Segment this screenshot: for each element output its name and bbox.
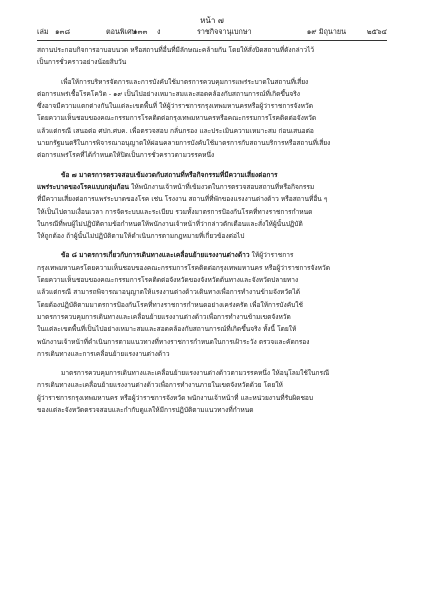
paragraph (37, 367, 387, 416)
text-line: ของแต่ละจังหวัดตรวจสอบและกำกับดูแลให้มีการปฏิบัติตามแนวทางที่กำหนด (37, 406, 254, 415)
text-line: ที่มีความเสี่ยงต่อการแพร่ระบาดของโรค เช่น โรงงาน สถานที่ที่พักของแรงงานต่างด้าว หรือสถานที่อื่น ๆ (37, 195, 328, 204)
section-label: ตอนพิเศษ (106, 27, 137, 36)
text-line: โดยความเห็นชอบของคณะกรรมการโรคติดต่อจังหวัดของจังหวัดต้นทางและจังหวัดปลายทาง (37, 276, 299, 285)
section-number: ๑๓๓ (133, 27, 148, 36)
text-line: เพื่อให้การบริหารจัดการและการบังคับใช้มาตรการควบคุมการแพร่ระบาดในสถานที่เสี่ยง (61, 77, 309, 86)
text-line: การเดินทางและเคลื่อนย้ายแรงงานต่างด้าวเพื่อการทำงานภายในเขตจังหวัดด้วย โดยให้ (37, 381, 283, 390)
document-body (37, 44, 387, 416)
volume-number: ๑๓๘ (55, 27, 71, 36)
publication-name: ราชกิจจานุเบกษา (197, 27, 252, 36)
paragraph (37, 249, 387, 360)
text-line: ในแต่ละเขตพื้นที่เป็นไปอย่างเหมาะสมและสอดคล้องกับสถานการณ์ที่เกิดขึ้นจริง ทั้งนี้ โดยให้ (37, 325, 297, 334)
publication-date: ๑๙ มิถุนายน (306, 27, 346, 36)
paragraph (37, 44, 387, 69)
text-line: เป็นการชั่วคราวอย่างน้อยสิบวัน (37, 58, 127, 67)
text-line: โดยต้องปฏิบัติตามมาตรการป้องกันโรคที่ทางราชการกำหนดอย่างเคร่งครัด เพื่อให้การบังคับใช้ (37, 300, 303, 309)
text-line: ให้พนักงานเจ้าหน้าที่เข้มงวดในการตรวจสอบสถานที่หรือกิจกรรม (131, 182, 315, 191)
text-line: ผู้ว่าราชการกรุงเทพมหานคร หรือผู้ว่าราชการจังหวัด พนักงานเจ้าหน้าที่ และหน่วยงานที่รับผิดชอบ (37, 393, 314, 402)
text-line: ในกรณีที่พบผู้ไม่ปฏิบัติตามข้อกำหนดให้พนักงานเจ้าหน้าที่ว่ากล่าวตักเตือนและสั่งให้ผู้นั้นปฏิบัติ (37, 219, 303, 228)
text-line: ต่อการแพร่โรคที่ได้กำหนดให้ปิดเป็นการชั่วคราวตามวรรคหนึ่ง (37, 151, 215, 160)
volume-label: เล่ม (37, 27, 49, 36)
text-line: การเดินทางและการเคลื่อนย้ายแรงงานต่างด้าว (37, 349, 170, 358)
clause-heading: แพร่ระบาดของโรคแบบกลุ่มก้อน (37, 182, 130, 191)
clause-heading: ข้อ ๘ มาตรการเกี่ยวกับการเดินทางและเคลื่อนย้ายแรงงานต่างด้าว (61, 251, 250, 260)
text-line: กรุงเทพมหานครโดยความเห็นชอบของคณะกรรมการโรคติดต่อกรุงเทพมหานคร หรือผู้ว่าราชการจังหวัด (37, 263, 330, 272)
paragraph (37, 76, 387, 162)
text-line: มาตรการควบคุมการเดินทางและเคลื่อนย้ายแรงงานต่างด้าวตามวรรคหนึ่ง ให้อนุโลมใช้ในกรณี (61, 369, 330, 378)
clause-heading: ข้อ ๗ มาตรการตรวจสอบเข้มงวดกับสถานที่หรือกิจกรรมที่มีความเสี่ยงต่อการ (61, 170, 278, 179)
text-line: มาตรการควบคุมการเดินทางและเคลื่อนย้ายแรงงานต่างด้าวเพื่อการทำงานข้ามเขตจังหวัด (37, 312, 291, 321)
publication-year: ๒๕๖๔ (366, 27, 387, 36)
text-line: โดยความเห็นชอบของคณะกรรมการโรคติดต่อกรุงเทพมหานครหรือคณะกรรมการโรคติดต่อจังหวัด (37, 114, 317, 123)
header-divider (37, 40, 387, 41)
text-line: ต่อการแพร่เชื้อโรคโควิด - ๑๙ เป็นไปอย่างเหมาะสมและสอดคล้องกับสถานการณ์ที่เกิดขึ้นจริง (37, 89, 301, 98)
text-line: สถานประกอบกิจการอาบอบนวด หรือสถานที่อื่นที่มีลักษณะคล้ายกัน โดยให้สั่งปิดสถานที่ดังกล่าวไว้ (37, 46, 315, 54)
gazette-header (37, 27, 387, 38)
text-line: ให้เป็นไปตามเงื่อนเวลา การจัดระบบและระเบียบ รวมทั้งมาตรการป้องกันโรคที่ทางราชการกำหนด (37, 207, 313, 216)
text-line: พนักงานเจ้าหน้าที่ดำเนินการตามแนวทางที่ทางราชการกำหนดในการเฝ้าระวัง ตรวจและคัดกรอง (37, 337, 310, 346)
text-line: แล้วแต่กรณี สามารถพิจารณาอนุญาตให้แรงงานต่างด้าวเดินทางเพื่อการทำงานข้ามจังหวัดได้ (37, 288, 300, 297)
text-line: ให้ผู้ว่าราชการ (251, 251, 294, 260)
text-line: แล้วแต่กรณี เสนอต่อ ศปก.ศบค. เพื่อตรวจสอบ กลั่นกรอง และประเมินความเหมาะสม ก่อนเสนอต่อ (37, 126, 314, 135)
text-line: นายกรัฐมนตรีในการพิจารณาอนุญาตให้ผ่อนคลายการบังคับใช้มาตรการกับสถานบริการหรือสถานที่เสี่ยง (37, 139, 331, 148)
paragraph (37, 169, 387, 243)
text-line: ซึ่งอาจมีความแตกต่างกันในแต่ละเขตพื้นที่ ให้ผู้ว่าราชการกรุงเทพมหานครหรือผู้ว่าราชการจังหวัด (37, 102, 313, 111)
series-letter: ง (157, 27, 161, 36)
text-line: ให้ถูกต้อง ถ้าผู้นั้นไม่ปฏิบัติตามให้ดำเนินการตามกฎหมายที่เกี่ยวข้องต่อไป (37, 232, 245, 241)
page-number: หน้า ๗ (200, 16, 224, 25)
